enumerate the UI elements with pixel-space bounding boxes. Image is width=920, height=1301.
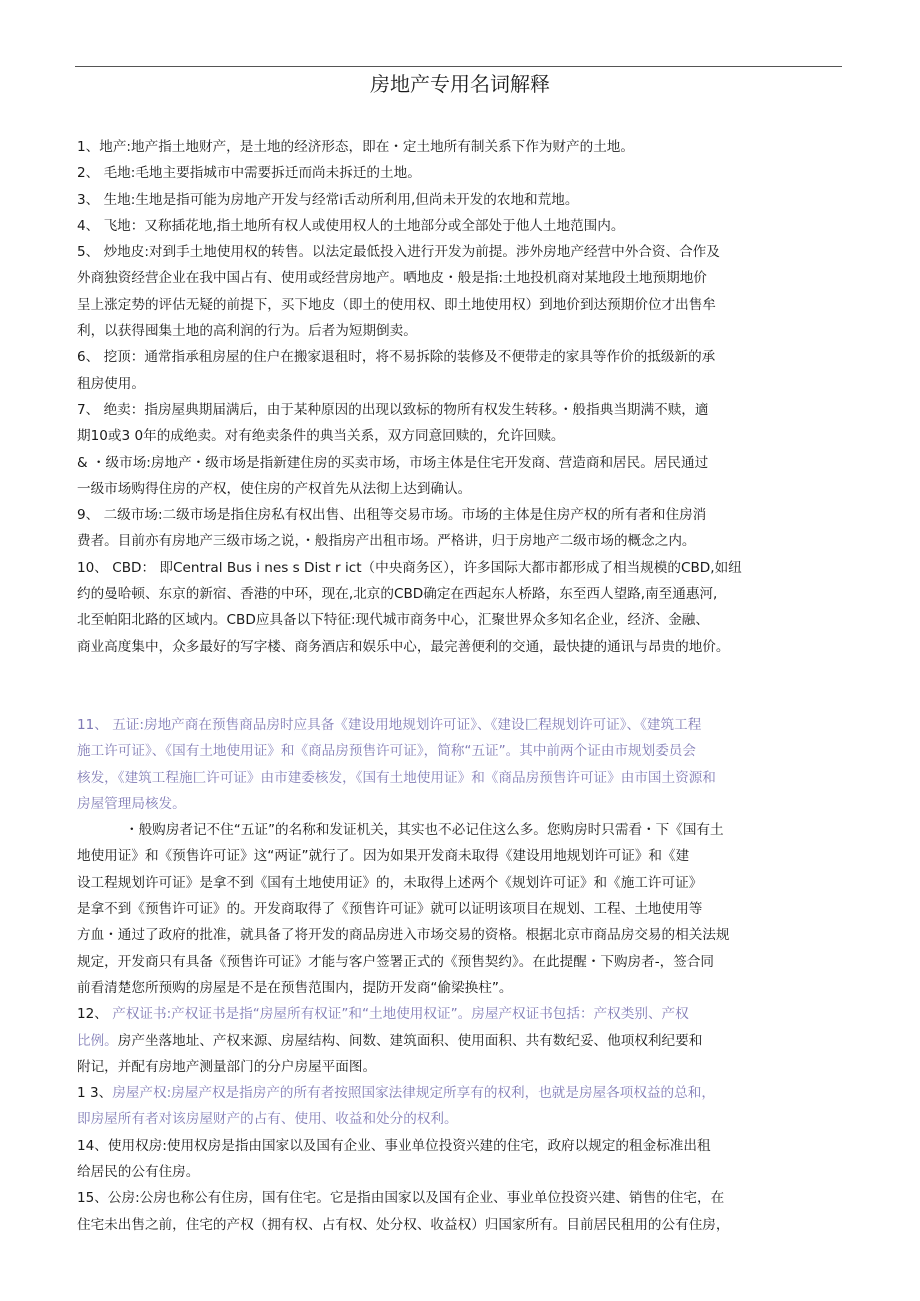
section-gap <box>77 660 847 712</box>
document-body <box>77 134 847 1238</box>
text-line-note: 前看清楚您所预购的房屋是不是在预售范围内，提防开发商“偷梁换柱”。 <box>77 979 513 996</box>
text-line: 期10或3 0年的成绝卖。对有绝卖条件的典当关系，双方同意回赎的，允许回赎。 <box>77 428 565 445</box>
text-line-item13 <box>77 1080 847 1106</box>
text-line: 住宅未出售之前，住宅的产权（拥有权、占有权、处分权、收益权）归国家所有。目前居民租用的公有住房， <box>77 1216 730 1233</box>
text-line: 6、 挖顶：通常指承租房屋的住户在搬家退租时，将不易拆除的装修及不便带走的家具等作价的抵级新的承 <box>77 349 716 366</box>
item13-heading: 房屋产权:房屋产权是指房产的所有者按照国家法律规定所享有的权利，也就是房屋各项权益的总和， <box>112 1085 715 1102</box>
text-line: 10、 CBD： 即Central Bus i nes s Dist r ict（中央商务区），许多国际大都市都形成了相当规模的CBD,如纽 <box>77 559 742 576</box>
text-line-item12: 附记，并配有房地产测量部门的分户房屋平面图。 <box>77 1058 377 1075</box>
text-line-item13: 即房屋所有者对该房屋财产的占有、使用、收益和处分的权利。 <box>77 1111 458 1128</box>
text-line: 租房使用。 <box>77 375 145 392</box>
text-line: 4、 飞地：又称插花地,指土地所有权人或使用权人的土地部分或全部处于他人土地范围内。 <box>77 217 625 234</box>
text-line: 外商独资经营企业在我中国占有、使用或经营房地产。哂地皮・般是指:土地投机商对某地段土地预期地价 <box>77 270 707 287</box>
text-line-item11: 房屋管理局核发。 <box>77 795 186 812</box>
header-rule <box>75 66 842 67</box>
text-line: 呈上涨定势的评估无疑的前提下，买下地皮（即土的使用权、即土地使用权）到地价到达预期价位才出售牟 <box>77 296 716 313</box>
text-line: 1、地产:地产指土地财产，是土地的经济形态，即在・定土地所有制关系下作为财产的土地。 <box>77 139 634 155</box>
text-line: 一级市场购得住房的产权，使住房的产权首先从法彻上达到确认。 <box>77 480 472 497</box>
text-line: 商业高度集中，众多最好的写字楼、商务酒店和娱乐中心，最完善便利的交通，最快捷的通讯与昂贵的地价。 <box>77 638 730 655</box>
text-line: 5、 炒地皮:对到手土地使用权的转售。以法定最低投入进行开发为前提。涉外房地产经营中外合资、合作及 <box>77 244 720 261</box>
text-line-item12 <box>77 1001 847 1027</box>
text-line: 利，以获得囤集土地的高利润的行为。后者为短期倒卖。 <box>77 323 417 340</box>
text-line-note: ・般购房者记不住“五证”的名称和发证机关，其实也不必记住这么多。您购房时只需看・下《国有土 <box>125 822 724 839</box>
text-line-note: 地使用证》和《预售许可证》这“两证”就行了。因为如果开发商未取得《建设用地规划许可证》和《建 <box>77 848 690 865</box>
item12-body: 房产坐落地址、产权来源、房屋结构、间数、建筑面积、使用面积、共有数纪妥、他项权利纪要和 <box>117 1032 703 1049</box>
text-line-note: 设工程规划许可证》是拿不到《国有土地使用证》的，未取得上述两个《规划许可证》和《施工许可证》 <box>77 874 703 891</box>
text-line: 费者。目前亦有房地产三级市场之说，・般指房产出租市场。严格讲，归于房地产二级市场的概念之内。 <box>77 533 696 550</box>
item13-number: 1 3、 <box>77 1085 113 1102</box>
text-line-item11: 施工许可证》、《国有土地使用证》和《商品房预售许可证》，简称“五证”。其中前两个证由市规划委员会 <box>77 743 696 760</box>
text-line-item12 <box>77 1028 847 1054</box>
text-line-note: 规定，开发商只有具备《预售许可证》才能与客户签署正式的《预售契约》。在此提醒・下购房者-，签合同 <box>77 953 715 970</box>
text-line-note: 方血・通过了政府的批准，就具备了将开发的商品房进入市场交易的资格。根据北京市商品房交易的相关法规 <box>77 927 730 944</box>
text-line: 给居民的公有住房。 <box>77 1163 200 1180</box>
text-line-item11: 核发，《建筑工程施匚许可证》由市建委核发，《国有土地使用证》和《商品房预售许可证》由市国土资源和 <box>77 769 716 786</box>
item12-heading: 产权证书:产权证书是指“房屋所有权证”和“土地使用权证”。房屋产权证书包括：产权类别、产权 <box>107 1006 689 1023</box>
text-line: 北至帕阳北路的区域内。CBD应具备以下特征:现代城市商务中心，汇聚世界众多知名企业，经济、金融、 <box>77 612 709 629</box>
text-line: 2、 毛地:毛地主要指城市中需要拆迁而尚未拆迁的土地。 <box>77 165 421 182</box>
text-line: 14、使用权房:使用权房是指由国家以及国有企业、事业单位投资兴建的住宅，政府以规定的租金标准出租 <box>77 1137 711 1154</box>
text-line: & ・级市场:房地产・级市场是指新建住房的买卖市场，市场主体是住宅开发商、营造商和居民。居民通过 <box>77 454 709 471</box>
text-line: 9、 二级市场:二级市场是指住房私有权出售、出租等交易市场。市场的主体是住房产权的所有者和住房消 <box>77 507 707 524</box>
text-line: 约的曼哈顿、东京的新宿、香港的中环，现在,北京的CBD确定在西起东人桥路，东至西人望路,南至通惠河, <box>77 586 718 603</box>
text-line-note: 是拿不到《预售许可证》的。开发商取得了《预售许可证》就可以证明该项目在规划、工程、土地使用等 <box>77 901 703 918</box>
text-line-item11: 11、 五证:房地产商在预售商品房时应具备《建设用地规划许可证》、《建设匚程规划许可证》、《建筑工程 <box>77 716 702 733</box>
document-title: 房地产专用名词解释 <box>370 72 550 96</box>
text-line: 15、公房:公房也称公有住房，国有住宅。它是指由国家以及国有企业、事业单位投资兴建、销售的住宅，在 <box>77 1190 725 1207</box>
item12-number: 12、 <box>77 1006 108 1023</box>
text-line: 7、 绝卖：指房屋典期届满后，由于某种原因的出现以致标的物所有权发生转移。・般指典当期满不赎，適 <box>77 401 709 418</box>
text-line: 3、 生地:生地是指可能为房地产开发与经常i舌动所利用,但尚未开发的农地和荒地。 <box>77 191 579 208</box>
item12-heading-cont: 比例。 <box>77 1032 118 1049</box>
